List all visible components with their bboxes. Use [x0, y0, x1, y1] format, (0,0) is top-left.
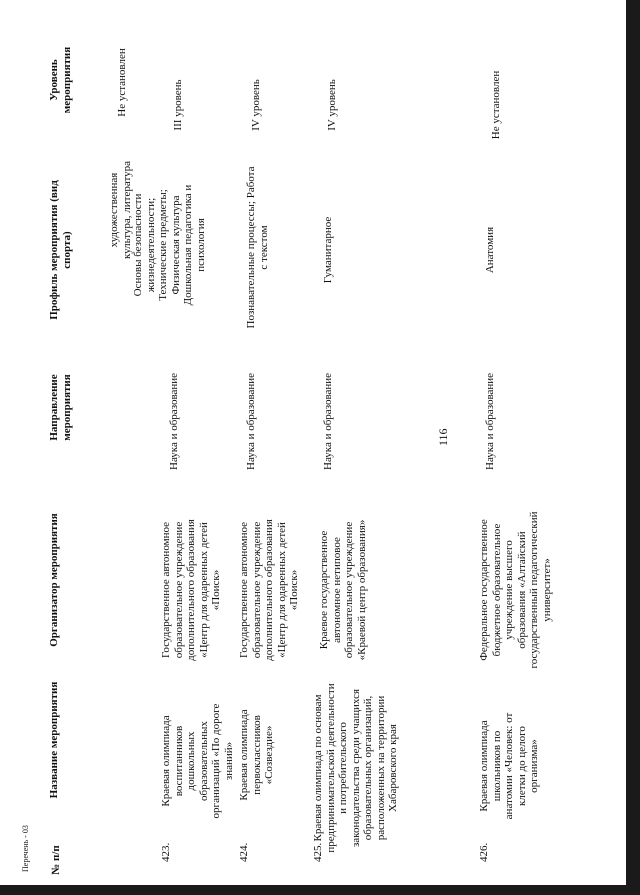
- pre-row-level: Не установлен: [116, 48, 128, 117]
- row-424-num: 424.: [238, 842, 250, 862]
- row-423-level: III уровень: [172, 79, 184, 131]
- row-423-organizer: Государственное автономное образовательное учреждение дополнительного образования «Центр для одаренных детей «Поиск»: [160, 519, 222, 661]
- row-424-organizer: Государственное автономное образовательное учреждение дополнительного образования «Центр для одаренных детей «Поиск»: [238, 519, 300, 661]
- page-number: 116: [436, 428, 450, 446]
- row-425-level: IV уровень: [326, 79, 338, 131]
- row-425-name: Краевая олимпиада по основам предпринимательской деятельности и потребительского законодательства среди учащихся образовательных организаций, расположенных на территории Хабаровского края: [312, 683, 399, 853]
- row-423-num: 423.: [160, 842, 172, 862]
- pre-row-profile: художественная культура, литература: [108, 160, 133, 260]
- row-424-level: IV уровень: [250, 79, 262, 131]
- row-425-direction: Наука и образование: [322, 372, 334, 470]
- row-425-organizer: Краевое государственное автономное нетиповое образовательное учреждение «Краевой центр образования»: [318, 519, 368, 661]
- header-direction: Направление мероприятия: [48, 374, 73, 441]
- row-424-profile: Познавательные процессы; Работа с текстом: [245, 166, 270, 329]
- row-425-profile: Гуманитарное: [322, 216, 334, 284]
- header-name: Название мероприятия: [48, 681, 60, 799]
- header-num: № п/п: [50, 845, 62, 875]
- scan-border-right: [626, 0, 640, 895]
- row-426-profile: Анатомия: [484, 226, 496, 274]
- footer-note: Перечень - 03: [21, 825, 30, 872]
- header-organizer: Организатор мероприятия: [48, 513, 60, 647]
- header-level: Уровень мероприятия: [48, 46, 73, 114]
- row-426-direction: Наука и образование: [484, 372, 496, 470]
- scan-border-bottom: [0, 885, 640, 895]
- row-424-direction: Наука и образование: [245, 372, 257, 470]
- row-426-name: Краевая олимпиада школьников по анатомии «Человек: от клетки до целого организма»: [478, 712, 540, 820]
- row-423-direction: Наука и образование: [168, 372, 180, 470]
- header-profile: Профиль мероприятия (вид спорта): [48, 180, 73, 320]
- row-426-level: Не установлен: [490, 70, 502, 140]
- row-423-name: Краевая олимпиада воспитанников дошкольных образовательных организаций «По дороге знаний»: [160, 703, 235, 819]
- row-425-num: 425.: [312, 842, 324, 862]
- row-426-num: 426.: [478, 842, 490, 862]
- row-426-organizer: Федеральное государственное бюджетное образовательное учреждение высшего образования «Алтайский государственный педагогический университет»: [478, 511, 553, 669]
- row-424-name: Краевая олимпиада первоклассников «Созвездие»: [238, 709, 275, 801]
- row-423-profile: Основы безопасности жизнедеятельности; Технические предметы; Физическая культура Дошкольная педагогика и психология: [132, 184, 207, 306]
